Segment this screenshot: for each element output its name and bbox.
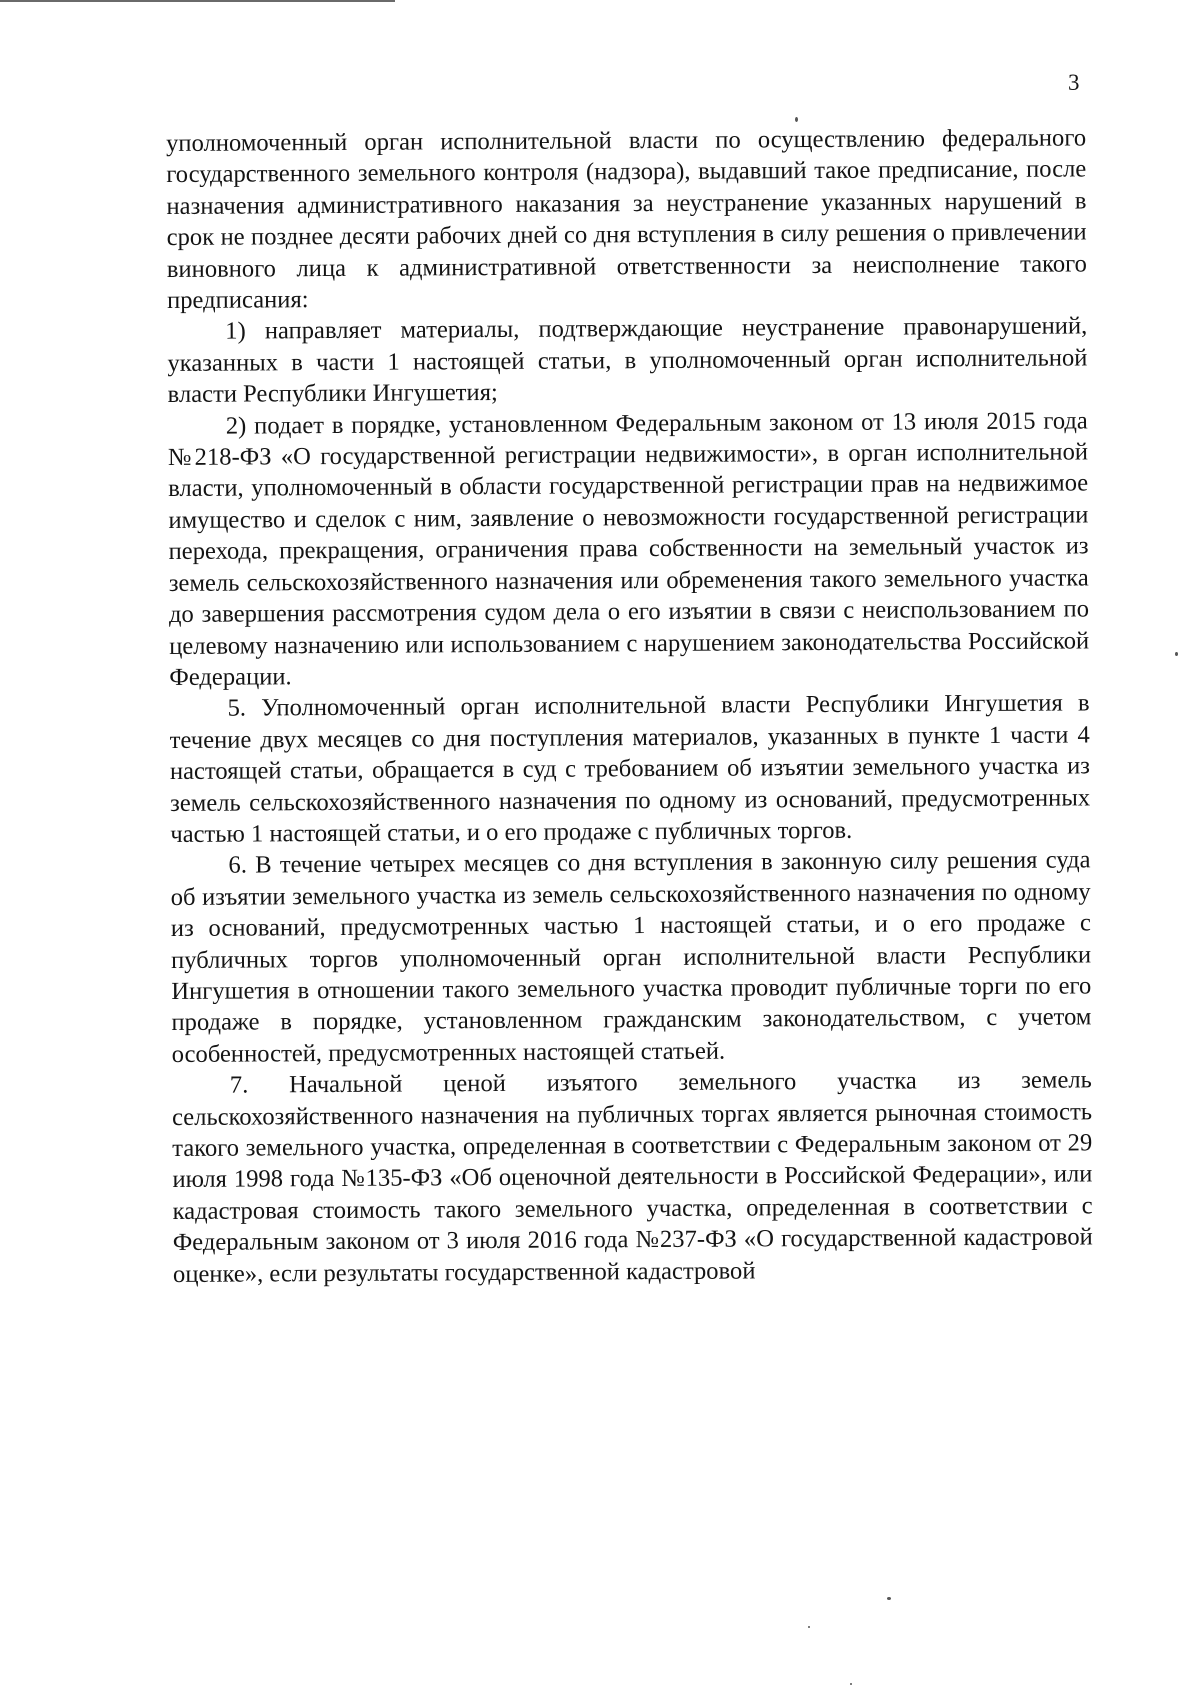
document-body	[166, 122, 1093, 1290]
scan-speck	[887, 1597, 891, 1600]
scan-speck	[808, 1626, 810, 1628]
paragraph-intro: уполномоченный орган исполнительной власти по осуществлению федерального государственного земельного контроля (надзора), выдавший такое предписание, после назначения административного наказания за неустранение указанных нарушений в срок не позднее десяти рабочих дней со дня вступления в силу решения о привлечении виновного лица к административной ответственности за неисполнение такого предписания:	[166, 124, 1087, 315]
page-number: 3	[1068, 70, 1080, 95]
paragraph-item-1: 1) направляет материалы, подтверждающие неустранение правонарушений, указанных в части 1 настоящей статьи, в уполномоченный орган исполнительной власти Республики Ингушетия;	[167, 312, 1088, 409]
paragraph-section-6: 6. В течение четырех месяцев со дня вступления в законную силу решения суда об изъятии земельного участка из земель сельскохозяйственного назначения по одному из оснований, предусмотренных частью 1 настоящей статьи, и о его продаже с публичных торгов уполномоченный орган исполнительной власти Республики Ингушетия в отношении такого земельного участка проводит публичные торги по его продаже в порядке, установленном гражданским законодательством, с учетом особенностей, предусмотренных настоящей статьей.	[170, 846, 1092, 1068]
paragraph-section-7: 7. Начальной ценой изъятого земельного участка из земель сельскохозяйственного назначения на публичных торгах является рыночная стоимость такого земельного участка, определенная в соответствии с Федеральным законом от 29 июля 1998 года №135-ФЗ «Об оценочной деятельности в Российской Федерации», или кадастровая стоимость такого земельного участка, определенная в соответствии с Федеральным законом от 3 июля 2016 года №237-ФЗ «О государственной кадастровой оценке», если результаты государственной кадастровой	[171, 1066, 1093, 1288]
paragraph-item-2: 2) подает в порядке, установленном Федеральным законом от 13 июля 2015 года №218-ФЗ «О государственной регистрации недвижимости», в орган исполнительной власти, уполномоченный в области государственной регистрации прав на недвижимое имущество и сделок с ним, заявление о невозможности государственной регистрации перехода, прекращения, ограничения права собственности на земельный участок из земель сельскохозяйственного назначения или обременения такого земельного участка до завершения рассмотрения судом дела о его изъятии в связи с неиспользованием по целевому назначению или использованием с нарушением законодательства Российской Федерации.	[167, 407, 1090, 691]
scan-speck	[1175, 652, 1178, 656]
scan-edge-line	[0, 0, 395, 2]
paragraph-section-5: 5. Уполномоченный орган исполнительной власти Республики Ингушетия в течение двух месяцев со дня поступления материалов, указанных в пункте 1 части 4 настоящей статьи, обращается в суд с требованием об изъятии земельного участка из земель сельскохозяйственного назначения по одному из оснований, предусмотренных частью 1 настоящей статьи, и о его продаже с публичных торгов.	[169, 689, 1091, 848]
scan-speck	[850, 1683, 852, 1685]
scan-speck	[795, 117, 798, 122]
